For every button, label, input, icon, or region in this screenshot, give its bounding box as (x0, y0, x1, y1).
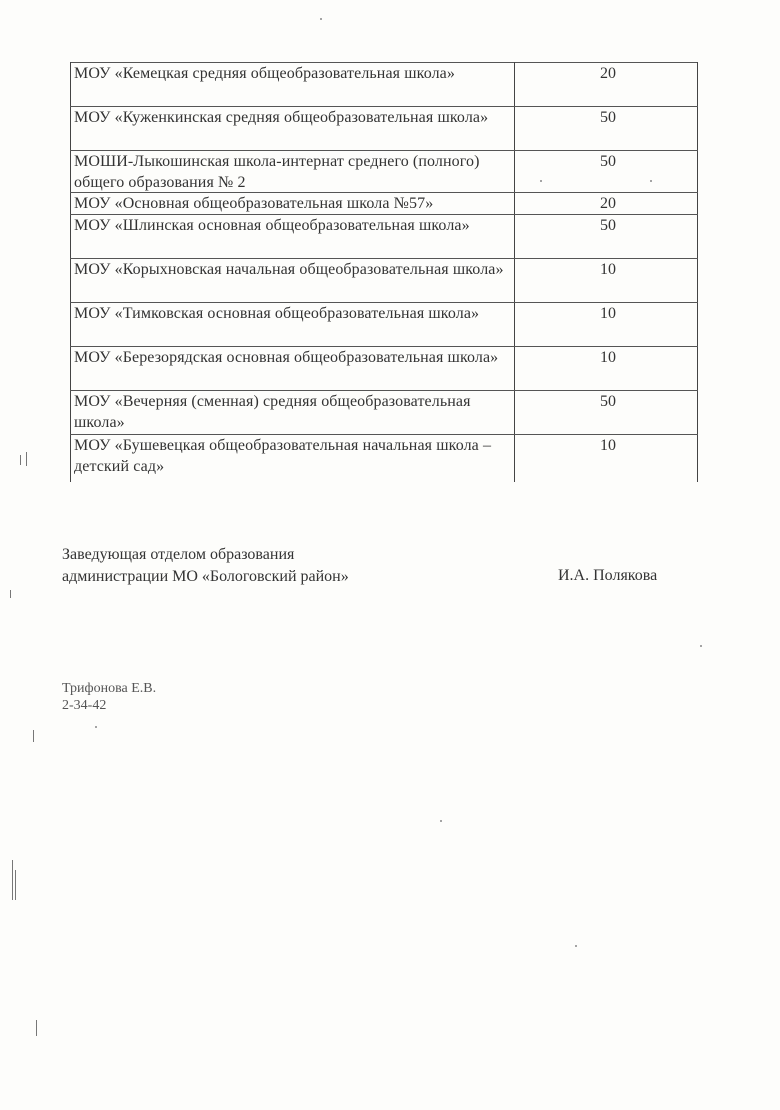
school-name: МОШИ-Лыкошинская школа-интернат среднего (полного) общего образования № 2 (74, 153, 480, 191)
school-name: МОУ «Вечерняя (сменная) средняя общеобразовательная школа» (74, 393, 471, 431)
school-name: МОУ «Корыхновская начальная общеобразовательная школа» (74, 261, 504, 278)
scan-artifact (575, 945, 577, 947)
scan-artifact (700, 645, 702, 647)
signatory-position-line-2: администрации МО «Бологовский район» (62, 568, 349, 585)
scan-artifact (26, 452, 27, 466)
school-name: МОУ «Шлинская основная общеобразовательная школа» (74, 217, 470, 234)
executor-block (62, 680, 156, 714)
table-left-border (70, 62, 71, 482)
executor-name: Трифонова Е.В. (62, 681, 157, 696)
signatory-name: И.А. Полякова (558, 567, 658, 584)
school-name: МОУ «Тимковская основная общеобразовательная школа» (74, 305, 480, 322)
quantity-value: 10 (600, 349, 616, 366)
quantity-value: 20 (600, 195, 616, 212)
school-name: МОУ «Бушевецкая общеобразовательная начальная школа – детский сад» (74, 437, 492, 475)
scan-artifact (650, 180, 652, 182)
scan-artifact (10, 590, 11, 598)
table-column-divider (514, 62, 515, 482)
scan-artifact (320, 18, 322, 20)
signatory-position-line-1: Заведующая отделом образования (62, 546, 295, 563)
school-name: МОУ «Кемецкая средняя общеобразовательная школа» (74, 65, 455, 82)
quantity-value: 50 (600, 109, 616, 126)
scan-artifact (20, 455, 21, 465)
quantity-value: 50 (600, 393, 616, 410)
quantity-value: 50 (600, 153, 616, 170)
scan-artifact (440, 820, 442, 822)
scan-artifact (36, 1020, 37, 1036)
scan-artifact (540, 180, 542, 182)
scan-artifact (15, 870, 16, 900)
quantity-value: 20 (600, 65, 616, 82)
executor-phone: 2-34-42 (62, 698, 107, 713)
quantity-value: 10 (600, 305, 616, 322)
scan-artifact (95, 726, 97, 728)
signatory-position (62, 544, 482, 588)
scan-artifact (12, 860, 13, 900)
quantity-value: 10 (600, 437, 616, 454)
quantity-value: 10 (600, 261, 616, 278)
school-name: МОУ «Куженкинская средняя общеобразовательная школа» (74, 109, 489, 126)
school-name: МОУ «Основная общеобразовательная школа №57» (74, 195, 434, 212)
scan-artifact (33, 730, 34, 742)
quantity-value: 50 (600, 217, 616, 234)
school-name: МОУ «Березорядская основная общеобразовательная школа» (74, 349, 499, 366)
